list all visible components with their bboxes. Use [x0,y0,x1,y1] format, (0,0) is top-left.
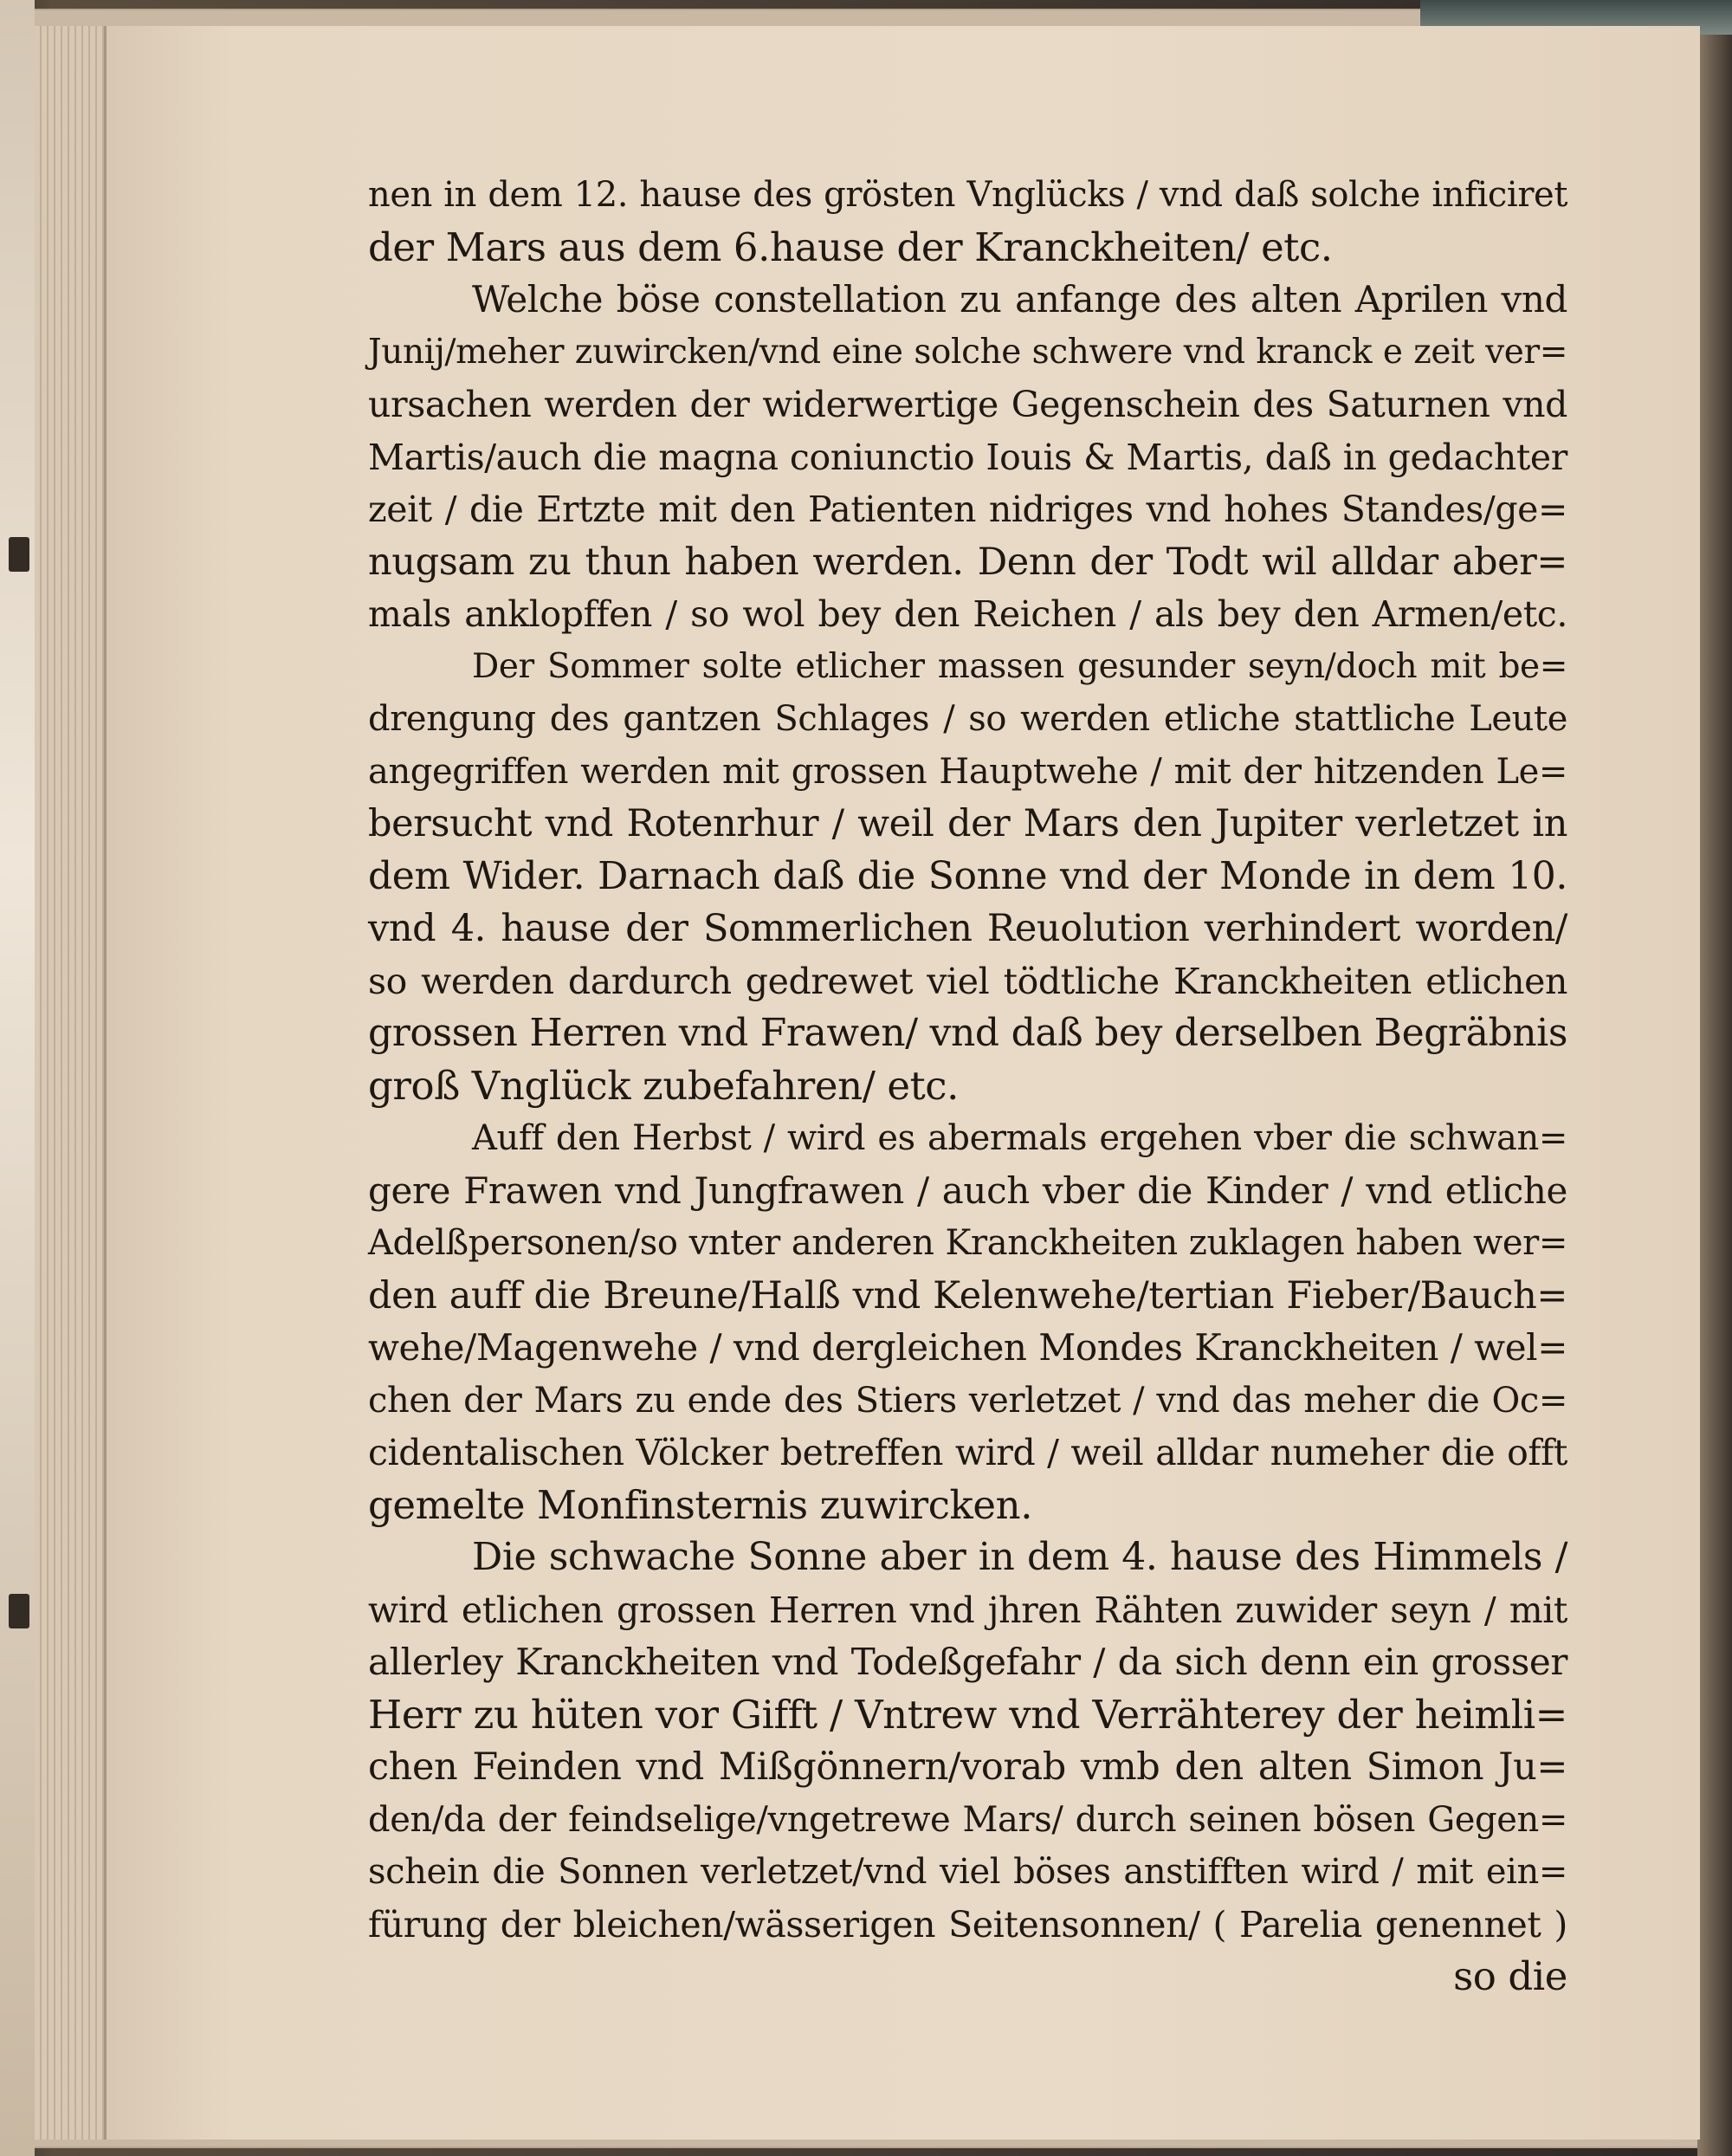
text-line: allerley Kranckheiten vnd Todeßgefahr / da sich denn ein grosser [368,1641,1567,1683]
text-line: schein die Sonnen verletzet/vnd viel böses anstifften wird / mit ein= [368,1852,1567,1892]
text-line: Adelßpersonen/so vnter anderen Kranckheiten zuklagen haben wer= [368,1223,1567,1263]
text-line: vnd 4. hause der Sommerlichen Reuolution verhindert worden/ [368,907,1567,950]
text-line: Welche böse constellation zu anfange des alten Aprilen vnd [472,278,1567,320]
catchword: so die [1453,1953,1567,1999]
text-line: nen in dem 12. hause des grösten Vnglücks / vnd daß solche inficiret [368,175,1567,215]
text-line: gemelte Monfinsternis zuwircken. [368,1481,1033,1528]
text-line: zeit / die Ertzte mit den Patienten nidriges vnd hohes Standes/ge= [368,489,1567,530]
binding-edge [0,0,35,2156]
text-line: Auff den Herbst / wird es abermals ergehen vber die schwan= [472,1118,1567,1158]
text-line: mals anklopffen / so wol bey den Reichen / als bey den Armen/etc. [368,593,1567,635]
page-text [368,169,1567,2004]
binding-spot [9,537,29,572]
text-line: dem Wider. Darnach daß die Sonne vnd der Monde in dem 10. [368,853,1567,898]
text-line: der Mars aus dem 6.hause der Kranckheiten/ etc. [368,223,1333,270]
text-line: so werden dardurch gedrewet viel tödtliche Kranckheiten etlichen [368,960,1567,1002]
text-line: wehe/Magenwehe / vnd dergleichen Mondes Kranckheiten / wel= [368,1326,1567,1369]
text-line: Martis/auch die magna coniunctio Iouis & Martis, daß in gedachter [368,436,1567,478]
text-line: ursachen werden der widerwertige Gegenschein des Saturnen vnd [368,384,1567,425]
text-line: Der Sommer solte etlicher massen gesunder seyn/doch mit be= [472,646,1567,686]
text-line: wird etlichen grossen Herren vnd jhren Rähten zuwider seyn / mit [368,1589,1567,1631]
text-line: drengung des gantzen Schlages / so werden etliche stattliche Leute [368,699,1567,739]
text-line: Junij/meher zuwircken/vnd eine solche schwere vnd kranck e zeit ver= [368,332,1567,372]
text-line: Herr zu hüten vor Gifft / Vntrew vnd Verrähterey der heimli= [368,1691,1567,1738]
text-line: bersucht vnd Rotenrhur / weil der Mars den Jupiter verletzet in [368,802,1567,845]
page-edges [35,26,113,2140]
text-line: fürung der bleichen/wässerigen Seitensonnen/ ( Parelia genennet ) [368,1903,1567,1946]
text-line: nugsam zu thun haben werden. Denn der Todt wil alldar aber= [368,540,1567,584]
text-line: grossen Herren vnd Frawen/ vnd daß bey derselben Begräbnis [368,1011,1567,1055]
text-line: gere Frawen vnd Jungfrawen / auch vber die Kinder / vnd etliche [368,1169,1567,1212]
text-line: den auff die Breune/Halß vnd Kelenwehe/tertian Fieber/Bauch= [368,1273,1567,1318]
text-line: angegriffen werden mit grossen Hauptwehe / mit der hitzenden Le= [368,751,1567,792]
text-line: chen der Mars zu ende des Stiers verletzet / vnd das meher die Oc= [368,1380,1567,1421]
text-line: chen Feinden vnd Mißgönnern/vorab vmb den alten Simon Ju= [368,1745,1567,1789]
text-line: den/da der feindselige/vngetrewe Mars/ durch seinen bösen Gegen= [368,1799,1567,1840]
text-line: groß Vnglück zubefahren/ etc. [368,1062,960,1109]
text-line: Die schwache Sonne aber in dem 4. hause des Himmels / [472,1535,1567,1579]
binding-spot [9,1594,29,1628]
right-page-edge [1697,0,1732,2156]
text-line: cidentalischen Völcker betreffen wird / weil alldar numeher die offt [368,1432,1567,1473]
